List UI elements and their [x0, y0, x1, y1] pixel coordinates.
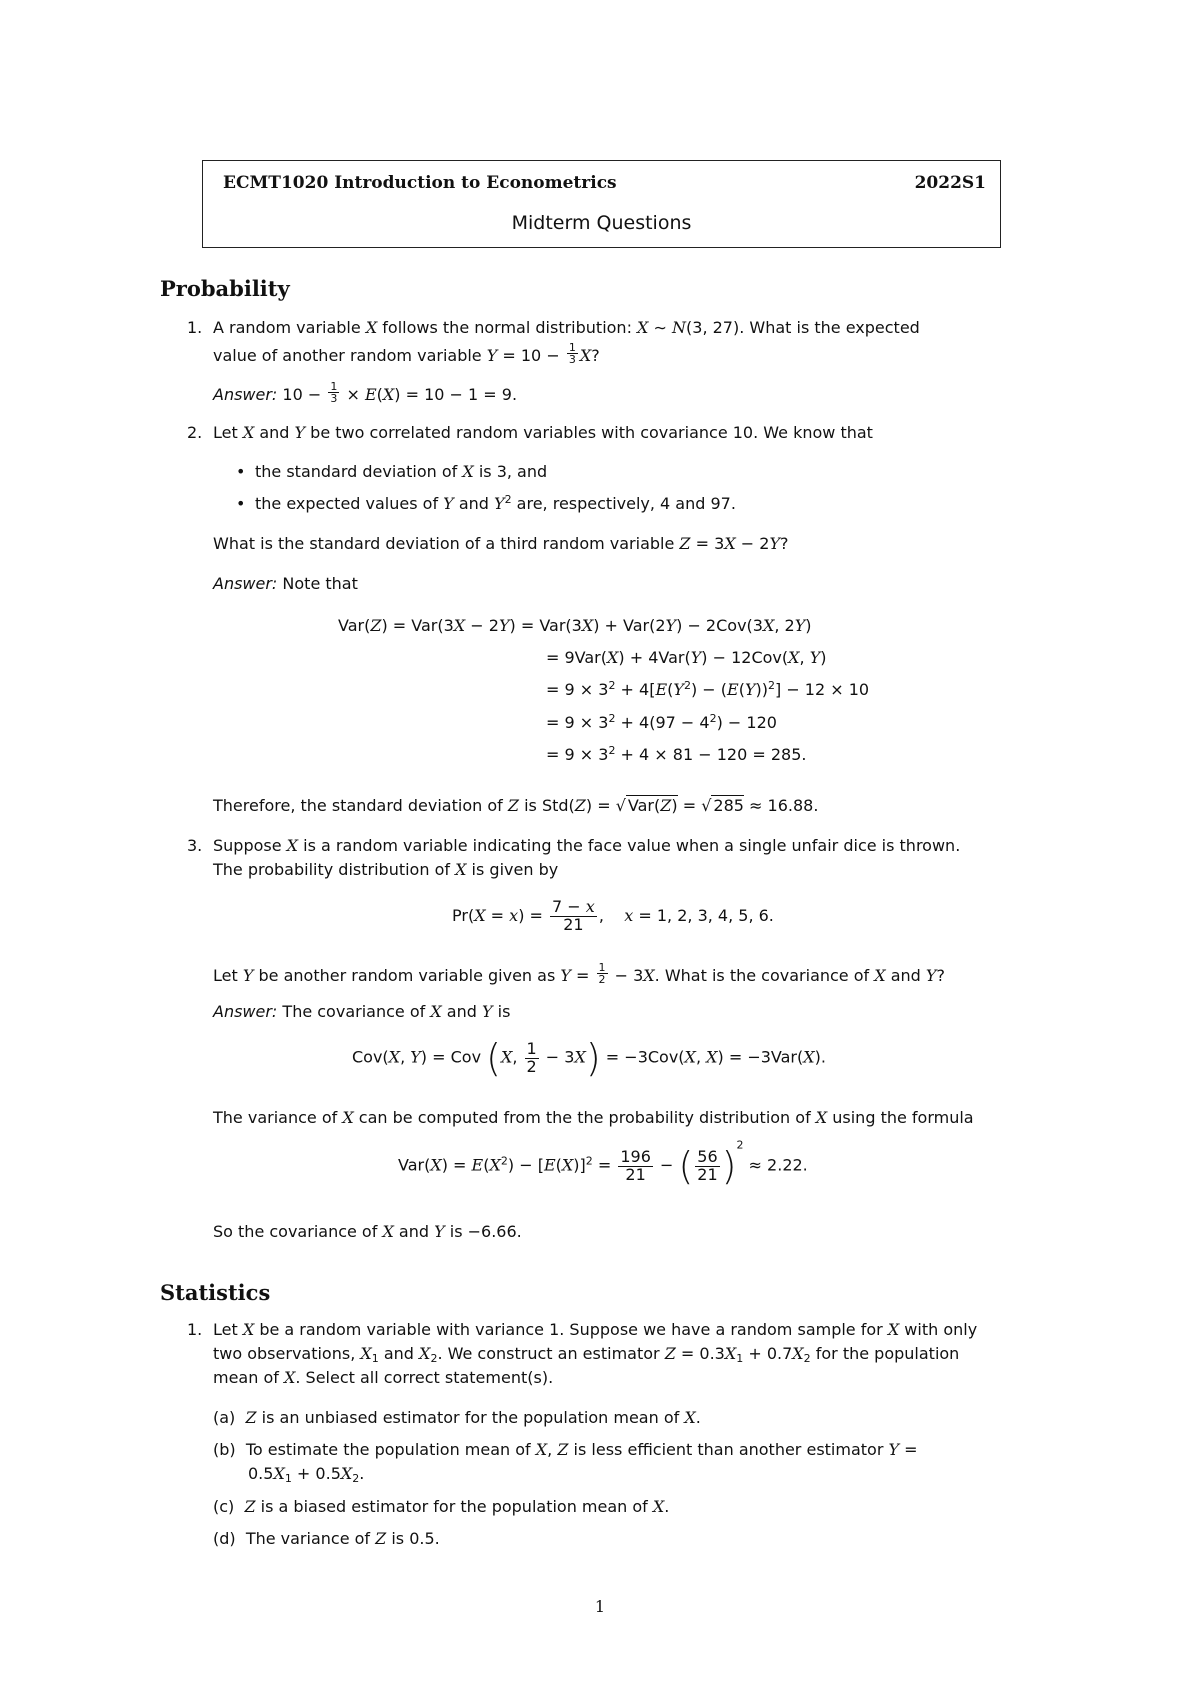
- question-number: 1.: [187, 1320, 203, 1339]
- header-box: [202, 160, 1001, 248]
- question-text: two observations, $X_1$ and $X_2$. We construct an estimator $Z = 0.3X_1 + 0.7X_2$ for the population: [213, 1344, 960, 1365]
- answer-conclusion: Therefore, the standard deviation of Z is Std(Z) = √ Var(Z) = √ 285 ≈ 16.88.: [213, 796, 819, 815]
- question-number: 3.: [187, 836, 203, 855]
- option-a: (a) Z is an unbiased estimator for the population mean of X.: [213, 1408, 701, 1427]
- equation-line: Var(Z) = Var(3X − 2Y) = Var(3X) + Var(2Y) − 2Cov(3X, 2Y): [338, 616, 812, 635]
- answer-text: Answer: The covariance of X and Y is: [213, 1002, 511, 1021]
- equation-covariance: Cov(X, Y) = Cov (X, $\frac{1}{2}$ − 3X) = −3Cov(X, X) = −3Var(X).: [352, 1036, 826, 1080]
- answer-conclusion: So the covariance of X and Y is −6.66.: [213, 1222, 522, 1241]
- question-text: mean of X. Select all correct statement(s).: [213, 1368, 554, 1387]
- list-item: the expected values of Y and $Y^2$ are, respectively, 4 and 97.: [255, 493, 736, 513]
- question-number: 2.: [187, 423, 203, 442]
- option-b-continued: $0.5X_1 + 0.5X_2$.: [248, 1464, 365, 1485]
- equation-line: = 9Var(X) + 4Var(Y) − 12Cov(X, Y): [546, 648, 827, 667]
- page-number: 1: [594, 1597, 606, 1616]
- answer-text: The variance of X can be computed from the the probability distribution of X using the formula: [213, 1108, 974, 1127]
- question-text: value of another random variable Y = 10 − $\frac{1}{3}$ X?: [213, 341, 600, 366]
- equation-variance: $Var(X) = E(X^2) - [E(X)]^2$ = $\frac{196}{21}$ − ( $\frac{56}{21}$ )$^2$ ≈ 2.22.: [398, 1138, 808, 1188]
- question-number: 1.: [187, 318, 203, 337]
- equation-line: = $9 \times 3^2 + 4 \times 81 - 120 = 285$.: [546, 744, 807, 764]
- term-label: 2022S1: [914, 173, 986, 193]
- option-c: (c) Z is a biased estimator for the population mean of X.: [213, 1497, 670, 1516]
- option-d: (d) The variance of Z is 0.5.: [213, 1529, 440, 1548]
- course-title: ECMT1020 Introduction to Econometrics: [223, 173, 617, 193]
- bullet-icon: •: [236, 462, 246, 481]
- list-item: the standard deviation of X is 3, and: [255, 462, 548, 481]
- question-text: Let X and Y be two correlated random variables with covariance 10. We know that: [213, 423, 873, 442]
- answer-text: Answer: 10 − $\frac{1}{3}$ × E(X) = 10 − 1 = 9.: [213, 380, 518, 405]
- equation-pmf: Pr(X = x) = $\frac{7 - x}{21}$ , x = 1, 2, 3, 4, 5, 6.: [452, 897, 774, 934]
- equation-line: = $9 \times 3^2 + 4(97 - 4^2) - 120$: [546, 712, 777, 732]
- document-title: Midterm Questions: [511, 212, 692, 234]
- bullet-icon: •: [236, 494, 246, 513]
- section-title-statistics: Statistics: [160, 1280, 271, 1305]
- equation-line: = $9 \times 3^2 + 4[E(Y^2) - (E(Y))^2] - 12 \times 10$: [546, 679, 870, 699]
- question-text: The probability distribution of X is given by: [213, 860, 559, 879]
- question-text: What is the standard deviation of a third random variable Z = 3X − 2Y?: [213, 534, 789, 553]
- answer-text: Answer: Note that: [213, 574, 358, 593]
- section-title-probability: Probability: [160, 276, 290, 301]
- question-text: Let Y be another random variable given as Y = $\frac{1}{2}$ − 3X. What is the covariance of X and Y?: [213, 961, 945, 986]
- question-text: Let X be a random variable with variance 1. Suppose we have a random sample for X with only: [213, 1320, 978, 1339]
- question-text: Suppose X is a random variable indicating the face value when a single unfair dice is thrown.: [213, 836, 961, 855]
- question-text: A random variable X follows the normal distribution: X ∼ N(3, 27). What is the expected: [213, 318, 920, 337]
- option-b: (b) To estimate the population mean of X, Z is less efficient than another estimator Y =: [213, 1440, 918, 1459]
